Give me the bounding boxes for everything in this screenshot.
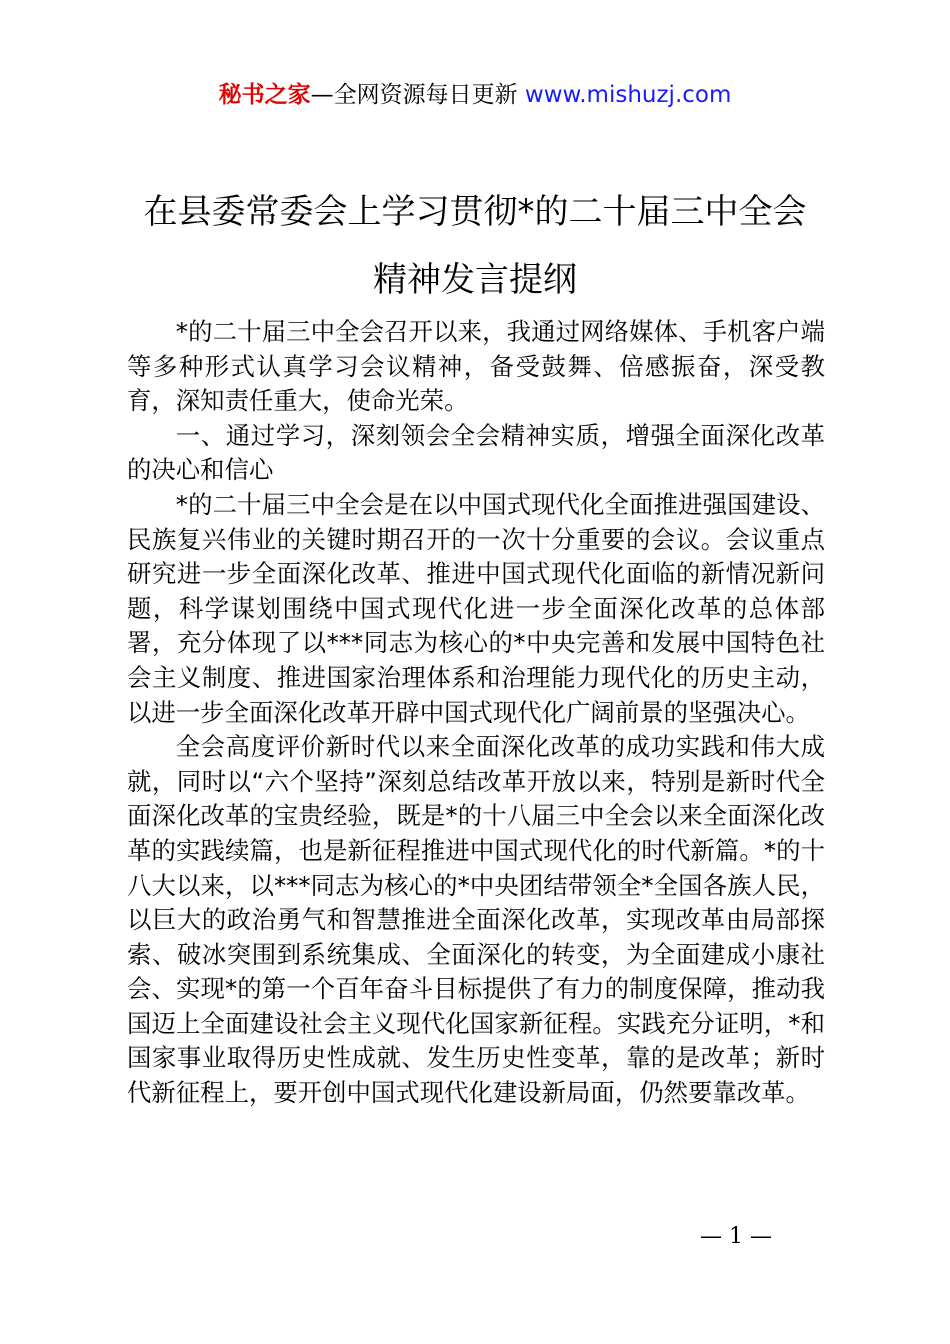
site-brand: 秘书之家 xyxy=(218,82,311,108)
paragraph-intro: *的二十届三中全会召开以来，我通过网络媒体、手机客户端等多种形式认真学习会议精神，备受鼓舞、倍感振奋，深受教育，深知责任重大，使命光荣。 xyxy=(127,317,825,416)
paragraph-body-2: 全会高度评价新时代以来全面深化改革的成功实践和伟大成就，同时以“六个坚持”深刻总结改革开放以来，特别是新时代全面深化改革的宝贵经验，既是*的十八届三中全会以来全面深化改革的实践续篇，也是新征程推进中国式现代化的时代新篇。*的十八大以来，以***同志为核心的*中央团结带领全*全国各族人民，以巨大的政治勇气和智慧推进全面深化改革，实现改革由局部探索、破冰突围到系统集成、全面深化的转变，为全面建成小康社会、实现*的第一个百年奋斗目标提供了有力的制度保障，推动我国迈上全面建设社会主义现代化国家新征程。实践充分证明，*和国家事业取得历史性成就、发生历史性变革，靠的是改革；新时代新征程上，要开创中国式现代化建设新局面，仍然要靠改革。 xyxy=(127,732,825,1108)
document-title-line-2: 精神发言提纲 xyxy=(373,260,577,300)
section-heading-1: 一、通过学习，深刻领会全会精神实质，增强全面深化改革的决心和信心 xyxy=(127,420,825,485)
document-title-line-1: 在县委常委会上学习贯彻*的二十届三中全会 xyxy=(143,192,807,232)
site-header xyxy=(0,78,950,112)
paragraph-body-1: *的二十届三中全会是在以中国式现代化全面推进强国建设、民族复兴伟业的关键时期召开的一次十分重要的会议。会议重点研究进一步全面深化改革、推进中国式现代化面临的新情况新问题，科学谋划围绕中国式现代化进一步全面深化改革的总体部署，充分体现了以***同志为核心的*中央完善和发展中国特色社会主义制度、推进国家治理体系和治理能力现代化的历史主动，以进一步全面深化改革开辟中国式现代化广阔前景的坚强决心。 xyxy=(127,489,825,727)
header-tagline: 全网资源每日更新 xyxy=(333,82,518,108)
site-url-link[interactable]: www.mishuzj.com xyxy=(524,82,732,108)
header-separator: — xyxy=(310,82,334,108)
page-number: — 1 — xyxy=(700,1224,772,1249)
document-body xyxy=(127,315,825,1111)
